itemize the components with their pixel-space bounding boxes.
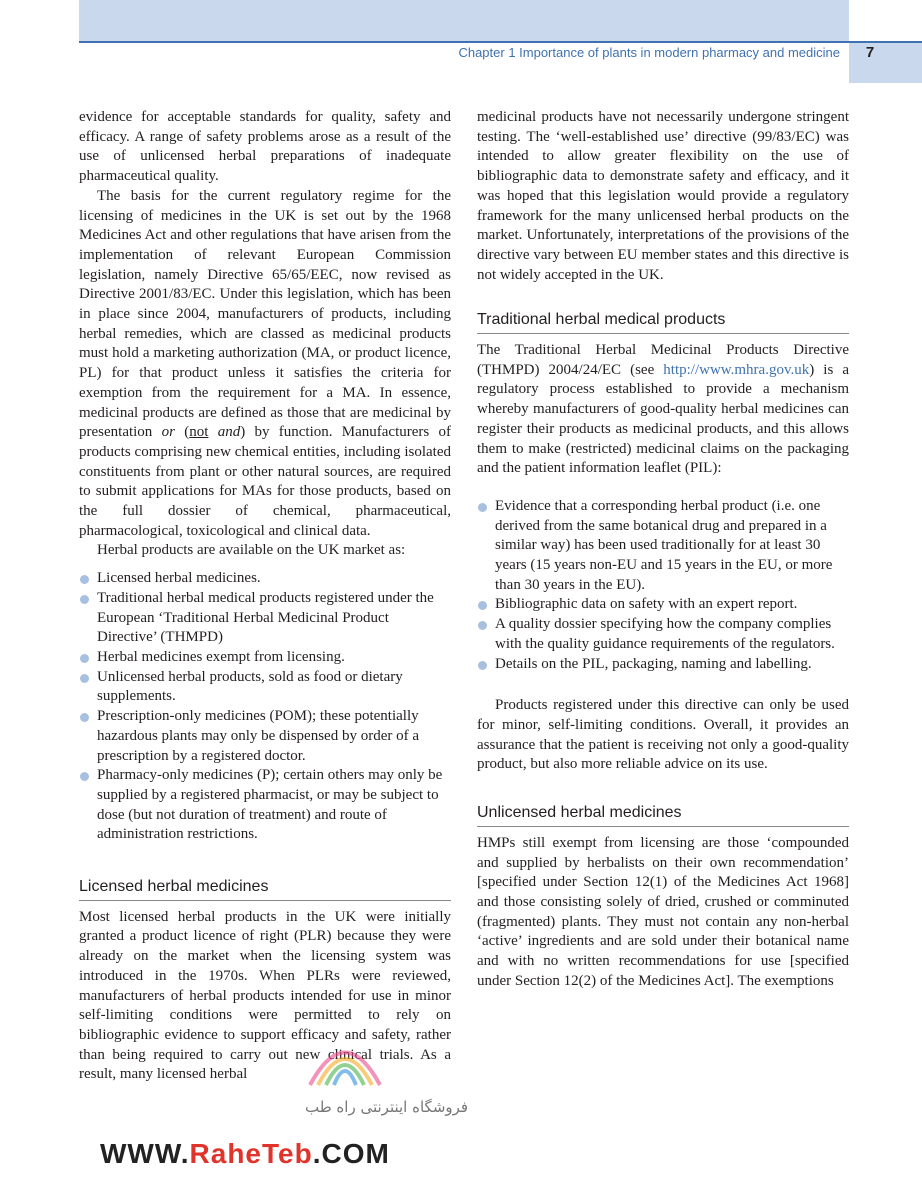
header-rule (79, 41, 922, 43)
text-span: or (161, 424, 175, 441)
list-item: Evidence that a corresponding herbal product (i.e. one derived from the same botanical drug and prepared in a similar way) has been used traditionally for at least 30 years (15 years non-EU and 15 years in the EU, or more than 30 years in the EU). (477, 497, 849, 596)
paragraph: Products registered under this directive can only be used for minor, self-limiting conditions. Overall, it provides an assurance that the patient is receiving not only a good-quality product, but also more reliable advice on its use. (477, 697, 849, 773)
text-span: The Traditional Herbal Medicinal Products Directive (THMPD) 2004/24/EC (see (477, 342, 849, 378)
section-heading: Unlicensed herbal medicines (477, 803, 849, 827)
text-span: ) is a regulatory process established to provide a mechanism whereby manufacturers of good-quality herbal medicines can register their products as medicinal products, and this allows them to make (restricted) medicinal claims on the packaging and the patient information leaflet (PIL): (477, 361, 849, 477)
list-item: Herbal medicines exempt from licensing. (79, 648, 451, 668)
text-span: The basis for the current regulatory regime for the licensing of medicines in the UK is set out by the 1968 Medicines Act and other regulations that have arisen from the implementation of relevant European Commission legislation, namely Directive 65/65/EEC, now revised as Directive 2001/83/EC. Under this legislation, which has been in place since 2004, manufacturers of products, including herbal remedies, which are classed as medicinal products must hold a marketing authorization (MA, or product licence, PL) for that product unless it satisfies the criteria for exemption from the requirement for a MA. In essence, medicinal products are defined as those that are medicinal by presentation (79, 187, 451, 441)
bullet-list (79, 569, 451, 845)
right-column (477, 108, 849, 991)
paragraph: HMPs still exempt from licensing are those ‘compounded and supplied by herbalists on their own recommendation’ [specified under Section 12(1) of the Medicines Act 1968] and those consisting solely of dried, crushed or comminuted (fragmented) plants. They must not contain any non-herbal ‘active’ ingredients and are sold under their botanical name and with no written recommendations for use [specified under Section 12(2) of the Medicines Act]. The exemptions (477, 834, 849, 989)
paragraph (79, 187, 451, 542)
list-item: A quality dossier specifying how the company complies with the quality guidance requirements of the regulators. (477, 615, 849, 654)
text-span: not (189, 424, 209, 441)
list-item: Bibliographic data on safety with an expert report. (477, 595, 849, 615)
watermark-part: .COM (312, 1138, 390, 1169)
list-item: Traditional herbal medical products registered under the European ‘Traditional Herbal Medicinal Product Directive’ (THMPD) (79, 589, 451, 648)
watermark-persian-text: فروشگاه اینترنتی راه طب (305, 1098, 469, 1116)
paragraph: evidence for acceptable standards for quality, safety and efficacy. A range of safety problems arose as a result of the use of unlicensed herbal preparations of inadequate pharmaceutical quality. (79, 109, 451, 185)
watermark-text (100, 1138, 390, 1170)
mhra-link[interactable]: http://www.mhra.gov.uk (663, 361, 810, 378)
section-heading: Traditional herbal medical products (477, 310, 849, 334)
header-band (79, 0, 849, 41)
page-number: 7 (865, 44, 875, 61)
watermark-part: RaheTeb (189, 1138, 313, 1169)
paragraph: Most licensed herbal products in the UK were initially granted a product licence of right (PLR) because they were already on the market when the licensing system was introduced in the 1970s. When PLRs were reviewed, manufacturers of herbal products intended for use in minor self-limiting conditions were permitted to rely on bibliographic evidence to support efficacy and safety, rather than being required to carry out new clinical trials. As a result, many licensed herbal (79, 908, 451, 1083)
running-head: Chapter 1 Importance of plants in modern pharmacy and medicine (458, 45, 840, 60)
list-item: Details on the PIL, packaging, naming and labelling. (477, 655, 849, 675)
bullet-list (477, 497, 849, 674)
paragraph: Herbal products are available on the UK market as: (97, 542, 406, 559)
text-span: ( (174, 424, 190, 441)
text-span: and (217, 424, 241, 441)
paragraph: medicinal products have not necessarily undergone stringent testing. The ‘well-established use’ directive (99/83/EC) was intended to allow greater flexibility on the use of bibliographic data to demonstrate safety and efficacy, and it was hoped that this legislation would provide a regulatory framework for the many unlicensed herbal products on the market. Unfortunately, interpretations of the provisions of the directive vary between EU member states and this directive is not widely accepted in the UK. (477, 109, 849, 283)
text-span: ) by function. Manufacturers of products comprising new chemical entities, including isolated constituents from plant or other natural sources, are required to submit applications for MAs for those products, based on the full dossier of chemical, pharmaceutical, pharmacological, toxicological and clinical data. (79, 424, 452, 539)
watermark-part: WWW. (100, 1138, 190, 1169)
list-item: Unlicensed herbal products, sold as food or dietary supplements. (79, 668, 451, 707)
list-item: Pharmacy-only medicines (P); certain others may only be supplied by a registered pharmacist, or may be subject to dose (but not duration of treatment) and route of administration restrictions. (79, 766, 451, 845)
section-heading: Licensed herbal medicines (79, 877, 451, 901)
list-item: Prescription-only medicines (POM); these potentially hazardous plants may only be dispensed by order of a prescription by a registered doctor. (79, 707, 451, 766)
list-item: Licensed herbal medicines. (79, 569, 451, 589)
watermark-logo-icon (300, 1025, 390, 1095)
left-column (79, 108, 451, 1085)
paragraph (477, 341, 849, 479)
